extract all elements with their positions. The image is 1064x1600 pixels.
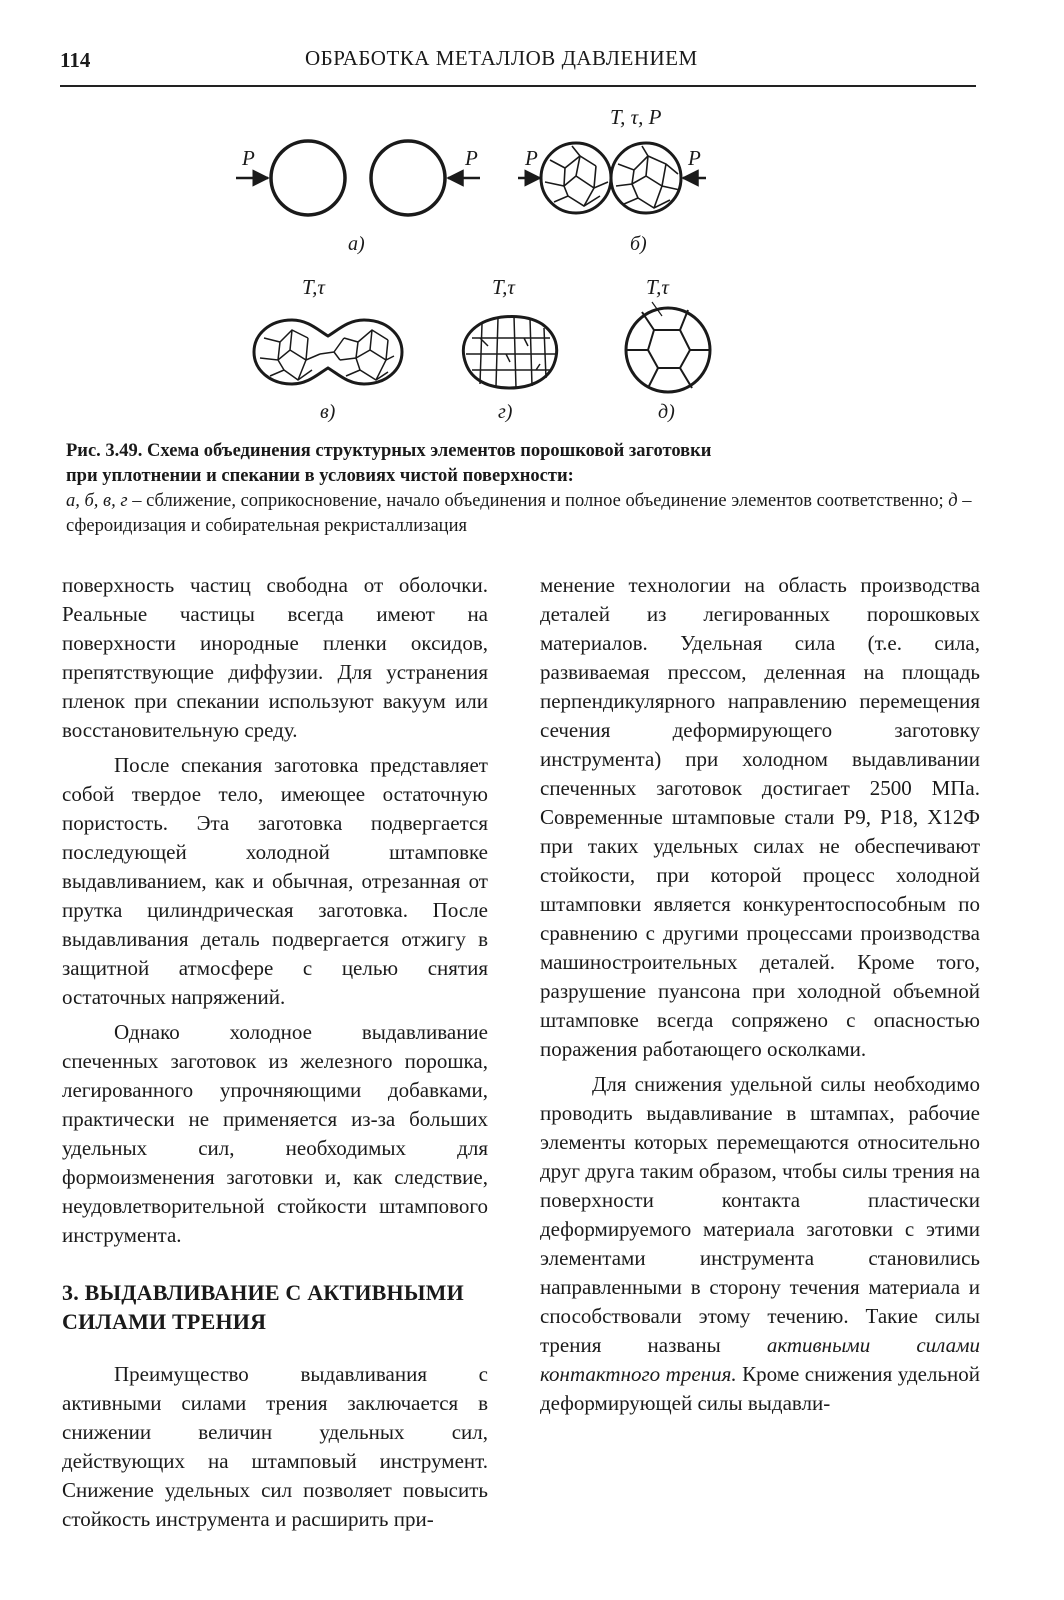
paragraph	[540, 1070, 980, 1418]
header-rule	[60, 85, 976, 87]
fig-label-g: г)	[498, 401, 513, 423]
caption-legend-text2: – сфероидизация и собирательная рекристаллизация	[66, 491, 972, 536]
caption-legend-text: – сближение, соприкосновение, начало объединения и полное объединение элементов соответственно;	[127, 491, 949, 511]
fig-label-p: P	[242, 146, 255, 170]
diagram-d	[626, 275, 710, 423]
diagram-g	[463, 275, 556, 423]
diagram-b	[518, 105, 706, 255]
caption-title-line1: Рис. 3.49. Схема объединения структурных элементов порошковой заготовки	[66, 441, 712, 461]
page-header	[60, 44, 980, 80]
fig-label-b: б)	[630, 233, 647, 255]
fig-label-p: P	[525, 146, 538, 170]
paragraph-text: Кроме снижения удельной деформирующей силы выдавли-	[540, 1362, 981, 1415]
section-heading: 3. ВЫДАВЛИВАНИЕ С АКТИВНЫМИ СИЛАМИ ТРЕНИЯ	[62, 1280, 464, 1334]
fig-label-a: а)	[348, 233, 365, 255]
page-number: 114	[60, 48, 91, 72]
caption-title-line2: при уплотнении и спекании в условиях чистой поверхности:	[66, 466, 574, 486]
running-title: ОБРАБОТКА МЕТАЛЛОВ ДАВЛЕНИЕМ	[305, 46, 698, 70]
fig-label-d: д)	[658, 401, 675, 423]
caption-legend-letter-d: д	[948, 491, 958, 511]
emphasis-term: активными силами контактного трения.	[540, 1333, 980, 1386]
paragraph: менение технологии на область производства деталей из легированных порошковых материалов. Удельная сила (т.е. сила, развиваемая прессом, деленная на площадь перпендикулярного направлению перемещения сечения деформирующего заготовку инструмента) при холодном выдавливании спеченных заготовок достигает 2500 МПа. Современные штамповые стали Р9, Р18, Х12Ф при таких удельных силах не обеспечивают стойкости, при которой процесс холодной штамповки является конкурентоспособным по сравнению с другими процессами производства машиностроительных деталей. Кроме того, разрушение пуансона при холодной объемной штамповке всегда сопряжено с опасностью поражения работающего осколками.	[540, 573, 980, 1061]
fig-label-t-tau-p: T, τ, P	[610, 105, 662, 129]
paragraph: поверхность частиц свободна от оболочки. Реальные частицы всегда имеют на поверхности инородные пленки оксидов, препятствующие диффузии. Для устранения пленок при спекании используют вакуум или восстановительную среду.	[62, 573, 488, 742]
paragraph: Однако холодное выдавливание спеченных заготовок из железного порошка, легированного упрочняющими добавками, практически не применяется из-за больших удельных сил, необходимых для формоизменения заготовки и, как следствие, неудовлетворительной стойкости штампового инструмента.	[62, 1020, 488, 1247]
paragraph: После спекания заготовка представляет собой твердое тело, имеющее остаточную пористость. Эта заготовка подвергается последующей холодной штамповке выдавливанием, как и обычная, отрезанная от прутка цилиндрическая заготовка. После выдавливания деталь подвергается отжигу в защитной атмосфере с целью снятия остаточных напряжений.	[62, 753, 488, 1009]
paragraph: Преимущество выдавливания с активными силами трения заключается в снижении величин удельных сил, действующих на штамповый инструмент. Снижение удельных сил позволяет повысить стойкость инструмента и расширить при-	[62, 1362, 488, 1531]
fig-label-t-tau: T,τ	[646, 275, 669, 299]
paragraph-text: Для снижения удельной силы необходимо проводить выдавливание в штампах, рабочие элементы которых перемещаются относительно друг друга таким образом, чтобы силы трения на поверхности контакта пластически деформируемого материала заготовки с этими элементами инструмента становились направленными в сторону течения материала и способствовали этому течению. Такие силы трения названы	[540, 1072, 980, 1357]
diagram-a	[236, 141, 480, 255]
figure-3-49	[180, 98, 820, 433]
fig-label-p: P	[688, 146, 701, 170]
caption-legend	[66, 489, 986, 539]
figure-caption	[66, 439, 986, 539]
diagram-v	[254, 275, 402, 423]
fig-label-v: в)	[320, 401, 336, 423]
fig-label-t-tau: T,τ	[302, 275, 325, 299]
caption-legend-letters: а, б, в, г	[66, 491, 128, 511]
right-column	[540, 571, 980, 1418]
left-column	[62, 571, 488, 1534]
fig-label-p: P	[465, 146, 478, 170]
fig-label-t-tau: T,τ	[492, 275, 515, 299]
